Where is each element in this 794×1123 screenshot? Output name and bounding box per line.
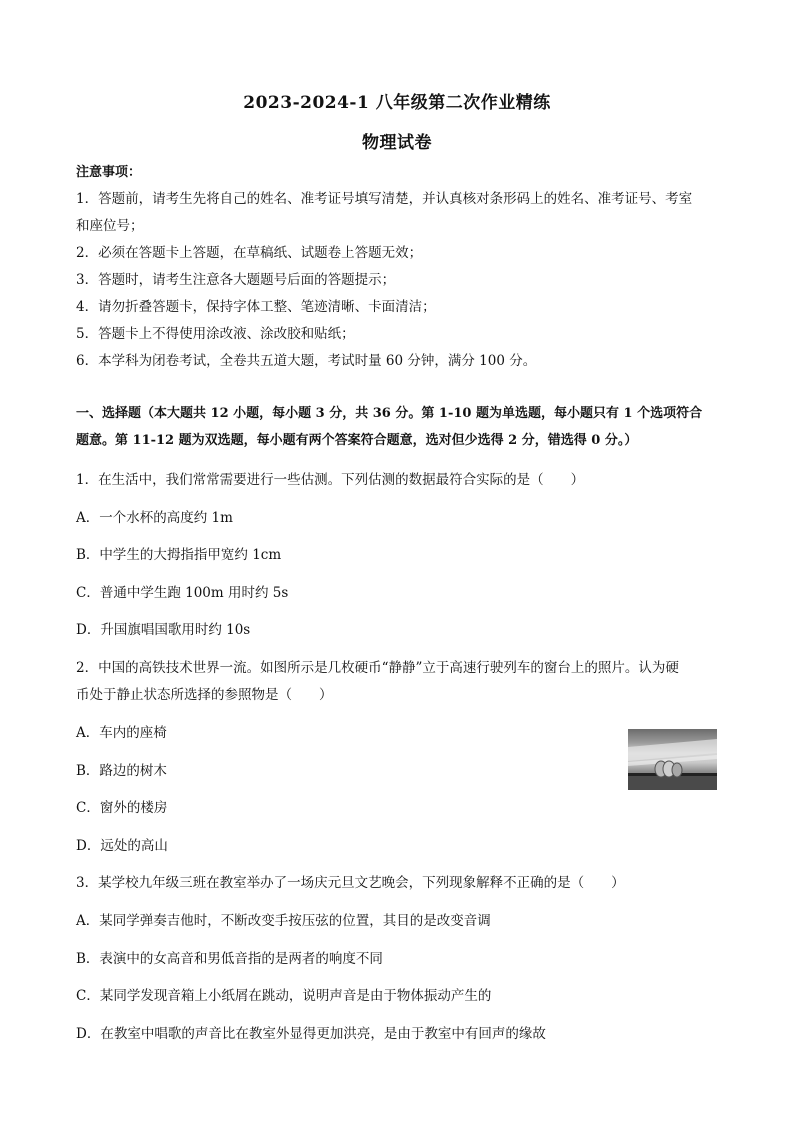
- coins-on-windowsill-photo: [628, 729, 717, 790]
- question-2-option-d: D．远处的高山: [76, 838, 168, 854]
- notice-item: 5．答题卡上不得使用涂改液、涂改胶和贴纸；: [76, 326, 355, 342]
- exam-subtitle: 物理试卷: [362, 133, 432, 153]
- notice-item: 4．请勿折叠答题卡，保持字体工整、笔迹清晰、卡面清洁；: [76, 299, 436, 315]
- question-2-option-c: C．窗外的楼房: [76, 800, 168, 816]
- section-heading: 一、选择题（本大题共 12 小题，每小题 3 分，共 36 分。第 1-10 题为单选题，每小题只有 1 个选项符合: [76, 406, 703, 421]
- question-1-option-a: A．一个水杯的高度约 1m: [76, 510, 233, 526]
- question-2-stem-cont: 币处于静止状态所选择的参照物是（ ）: [76, 687, 333, 703]
- question-3-option-d: D．在教室中唱歌的声音比在教室外显得更加洪亮，是由于教室中有回声的缘故: [76, 1026, 546, 1042]
- question-3-option-c: C．某同学发现音箱上小纸屑在跳动，说明声音是由于物体振动产生的: [76, 988, 492, 1004]
- notice-item: 2．必须在答题卡上答题，在草稿纸、试题卷上答题无效；: [76, 245, 423, 261]
- question-1-option-b: B．中学生的大拇指指甲宽约 1cm: [76, 547, 282, 563]
- question-2-option-a: A．车内的座椅: [76, 725, 167, 741]
- question-1-option-c: C．普通中学生跑 100m 用时约 5s: [76, 585, 289, 601]
- question-2-option-b: B．路边的树木: [76, 763, 167, 779]
- notice-item: 和座位号；: [76, 218, 144, 234]
- question-2-stem: 2．中国的高铁技术世界一流。如图所示是几枚硬币“静静”立于高速行驶列车的窗台上的照片。认为硬: [76, 660, 679, 676]
- question-1-option-d: D．升国旗唱国歌用时约 10s: [76, 622, 251, 638]
- notice-item: 3．答题时，请考生注意各大题题号后面的答题提示；: [76, 272, 396, 288]
- notice-heading: 注意事项：: [76, 165, 142, 180]
- section-heading-cont: 题意。第 11-12 题为双选题，每小题有两个答案符合题意，选对但少选得 2 分，错选得 0 分。）: [76, 433, 638, 448]
- exam-title: 2023-2024-1 八年级第二次作业精练: [243, 93, 551, 113]
- question-3-option-a: A．某同学弹奏吉他时，不断改变手按压弦的位置，其目的是改变音调: [76, 913, 491, 929]
- notice-item: 6．本学科为闭卷考试，全卷共五道大题，考试时量 60 分钟，满分 100 分。: [76, 353, 537, 369]
- notice-item: 1．答题前，请考生先将自己的姓名、准考证号填写清楚，并认真核对条形码上的姓名、准考证号、考室: [76, 191, 693, 207]
- question-3-stem: 3．某学校九年级三班在教室举办了一场庆元旦文艺晚会，下列现象解释不正确的是（ ）: [76, 875, 625, 891]
- question-1-stem: 1．在生活中，我们常常需要进行一些估测。下列估测的数据最符合实际的是（ ）: [76, 472, 585, 488]
- question-3-option-b: B．表演中的女高音和男低音指的是两者的响度不同: [76, 951, 383, 967]
